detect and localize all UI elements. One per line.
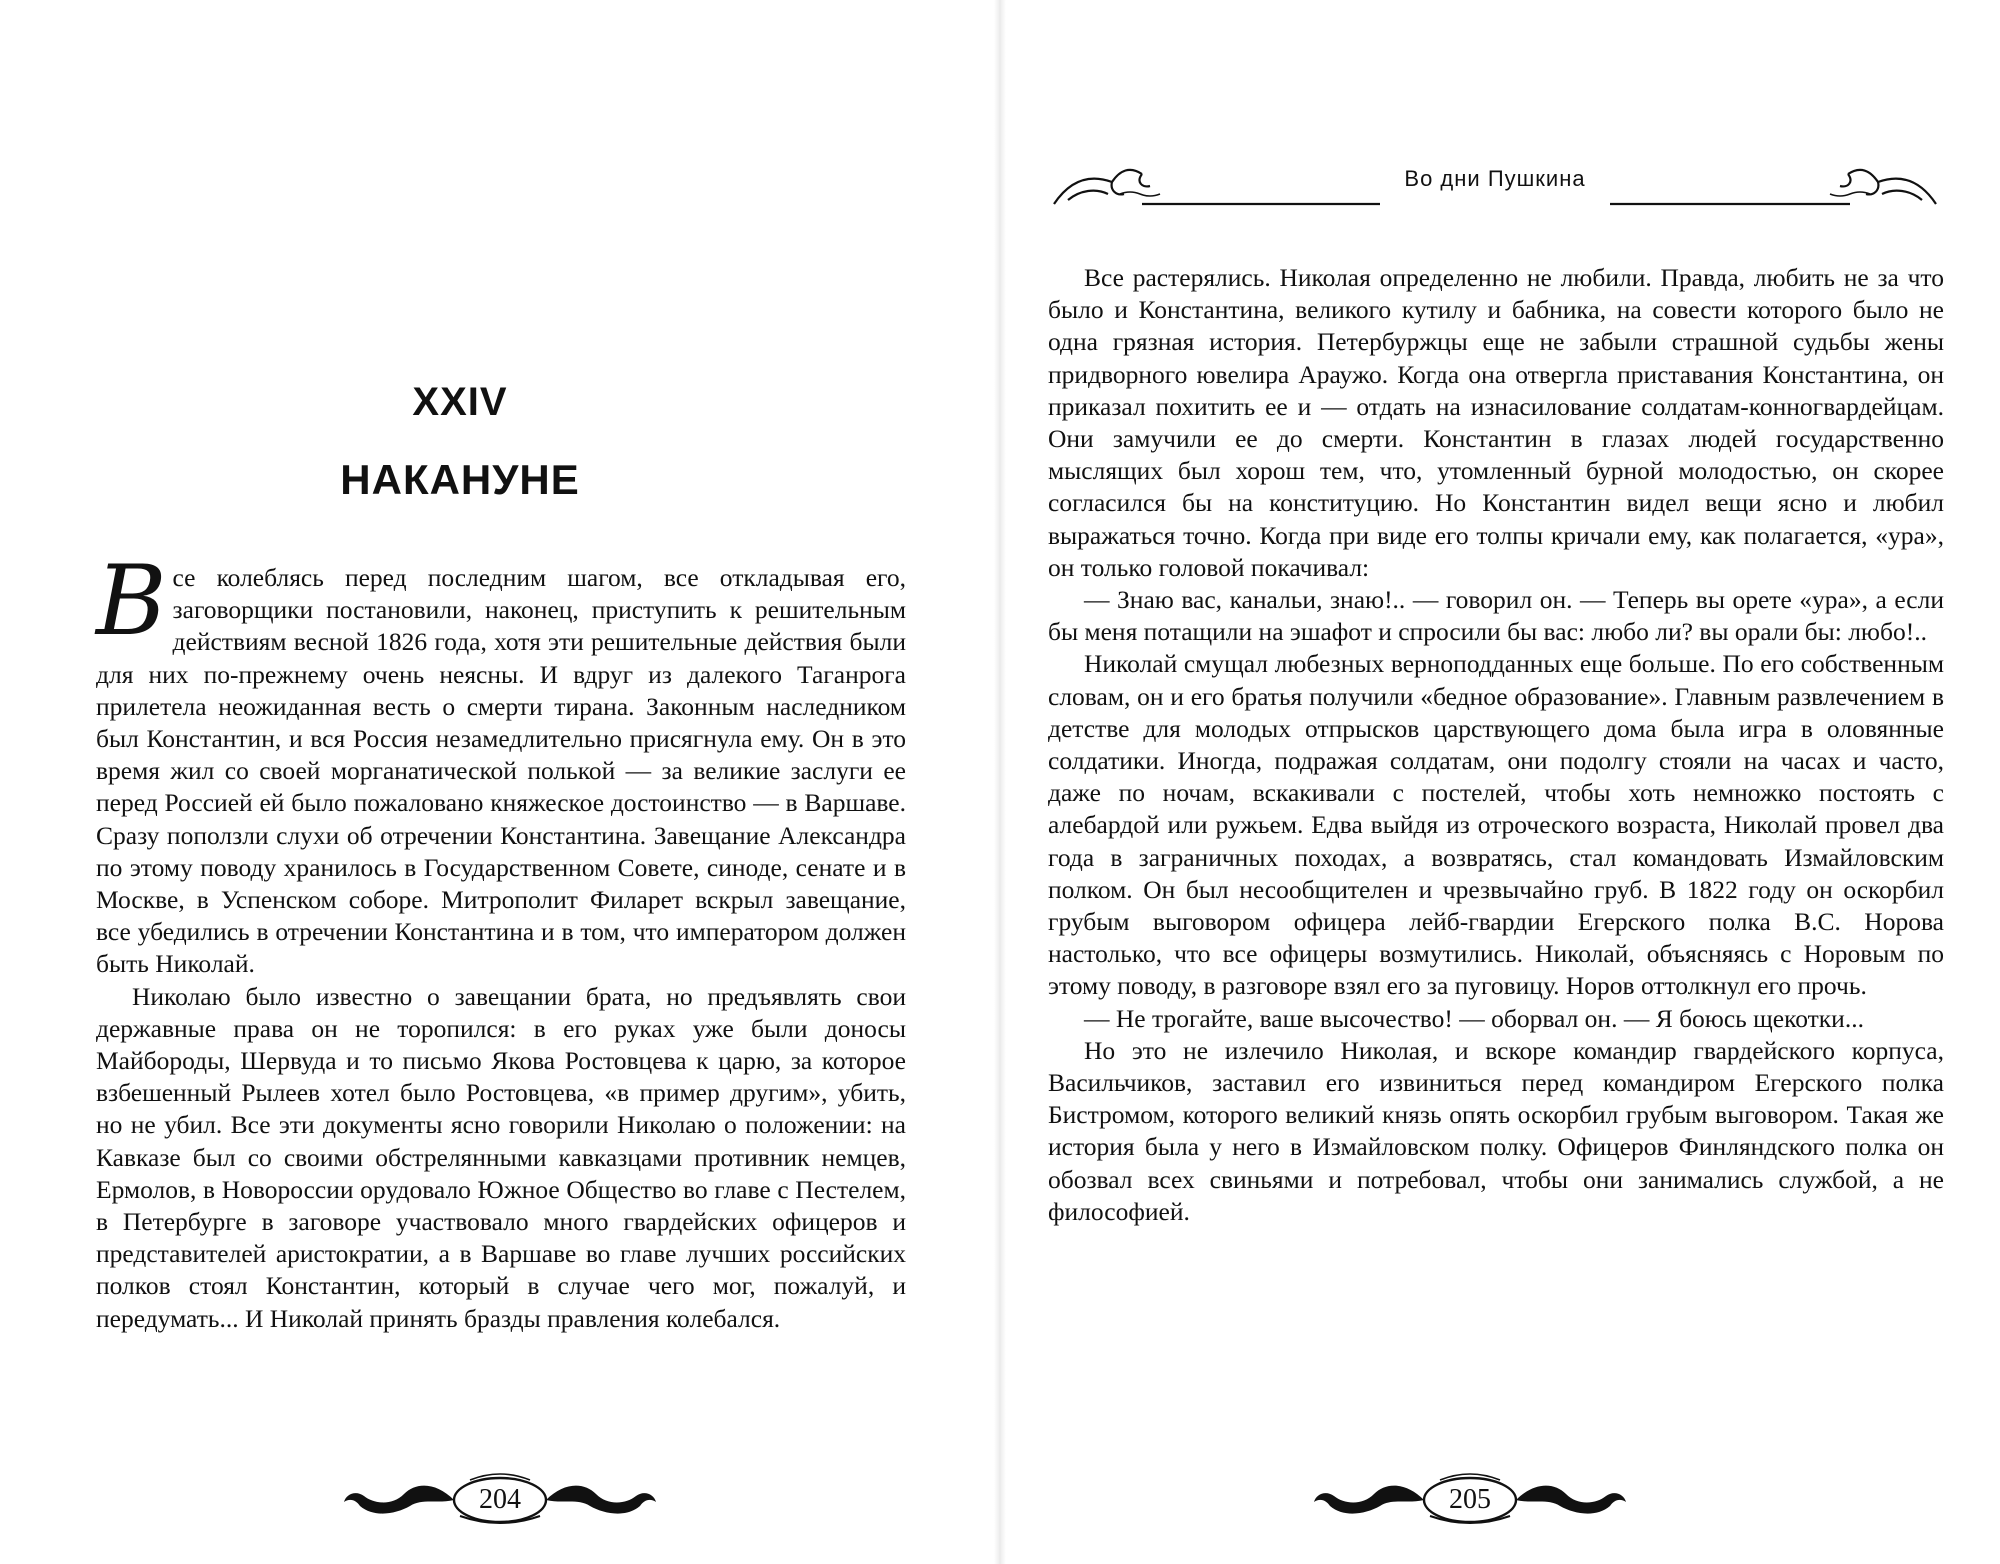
running-header — [1050, 160, 1940, 210]
paragraph: — Знаю вас, канальи, знаю!.. — говорил он. — Теперь вы орете «ура», а если бы меня потащили на эшафот и спросили бы вас: любо ли? вы орали бы: любо!.. — [1048, 585, 1944, 647]
chapter-title: НАКАНУНЕ — [340, 456, 580, 503]
paragraph: — Не трогайте, ваше высочество! — оборвал он. — Я боюсь щекотки... — [1084, 1003, 1864, 1033]
page-number: 205 — [1449, 1484, 1491, 1515]
running-header-title: Во дни Пушкина — [1404, 166, 1586, 191]
paragraph — [96, 545, 906, 981]
paragraph: Николай смущал любезных верноподданных еще больше. По его собственным словам, он и его братья получили «бедное образование». Главным развлечением в детстве для молодых отпрысков царствующего дома была игра в оловянные солдатики. Иногда, подражая солдатам, они подолгу стояли на часах и часто, даже по ночам, вскакивали с постелей, чтобы хоть немножко постоять с алебардой или ружьем. Едва выйдя из отроческого возраста, Николай провел два года в заграничных походах, а возвратясь, стал командовать Измайловским полком. Он был несообщителен и чрезвычайно груб. В 1822 году он оскорбил грубым выговором офицера лейб-гвардии Егерского полка В.С. Норова настолько, что все офицеры возмутились. Николай, объясняясь с Норовым по этому поводу, в разговоре взял его за пуговицу. Норов оттолкнул его прочь. — [1048, 649, 1944, 1001]
right-page-text — [1048, 262, 1944, 1228]
drop-cap: В — [96, 545, 167, 657]
chapter-number: XXIV — [412, 380, 508, 424]
paragraph: Но это не излечило Николая, и вскоре командир гвардейского корпуса, Васильчиков, заставил его извиниться перед командиром Егерского полка Бистромом, которого великий князь опять оскорбил грубым выговором. Такая же история была у него в Измайловском полку. Офицеров Финляндского полка он обозвал всех свиньями и потребовал, чтобы они занимались службой, а не философией. — [1048, 1035, 1944, 1226]
paragraph: Все растерялись. Николая определенно не любили. Правда, любить не за что было и Константина, великого кутилу и бабника, на совести которого было не одна грязная история. Петербуржцы еще не забыли страшной судьбы жены придворного ювелира Араужо. Когда она отвергла приставания Константина, он приказал похитить ее и — отдать на изнасилование солдатам-конногвардейцам. Они замучили ее до смерти. Константин в глазах людей государственно мыслящих был хорош тем, что, утомленный бурной молодостью, он скорее согласился бы на конституцию. Но Константин видел вещи ясно и любил выражаться точно. Когда при виде его толпы кричали ему, как полагается, «ура», он только головой покачивал: — [1048, 263, 1944, 582]
paragraph-text: се колеблясь перед последним шагом, все откладывая его, заговорщики постановили, наконец, приступить к решительным действиям весной 1826 года, хотя эти решительные действия были для них по-прежнему очень неясны. И вдруг из далекого Таганрога прилетела неожиданная весть о смерти тирана. Законным наследником был Константин, и вся Россия незамедлительно присягнула ему. Он в это время жил со своей морганатической полькой — за великие заслуги ее перед Россией ей было пожаловано княжеское достоинство — в Варшаве. Сразу поползли слухи об отречении Константина. Завещание Александра по этому поводу хранилось в Государственном Совете, синоде, сенате и в Москве, в Успенском соборе. Митрополит Филарет вскрыл завещание, все убедились в отречении Константина и в том, что императором должен быть Николай. — [96, 563, 906, 979]
left-page-text — [96, 545, 906, 1335]
page-number-ornament — [340, 1470, 660, 1534]
page-number: 204 — [479, 1484, 521, 1515]
page-number-ornament — [1310, 1470, 1630, 1534]
book-gutter — [994, 0, 1006, 1564]
paragraph: Николаю было известно о завещании брата, но предъявлять свои державные права он не торопился: в его руках уже были доносы Майбороды, Шервуда и то письмо Якова Ростовцева к царю, за которое взбешенный Рылеев хотел было Ростовцева, «в пример другим», убить, но не убил. Все эти документы ясно говорили Николаю о положении: на Кавказе был со своими обстрелянными кавказцами противник немцев, Ермолов, в Новороссии орудовало Южное Общество во главе с Пестелем, в Петербурге в заговоре участвовало много гвардейских офицеров и представителей аристократии, а в Варшаве во главе лучших российских полков стоял Константин, который в случае чего мог, пожалуй, и передумать... И Николай принять бразды правления колебался. — [96, 981, 906, 1333]
